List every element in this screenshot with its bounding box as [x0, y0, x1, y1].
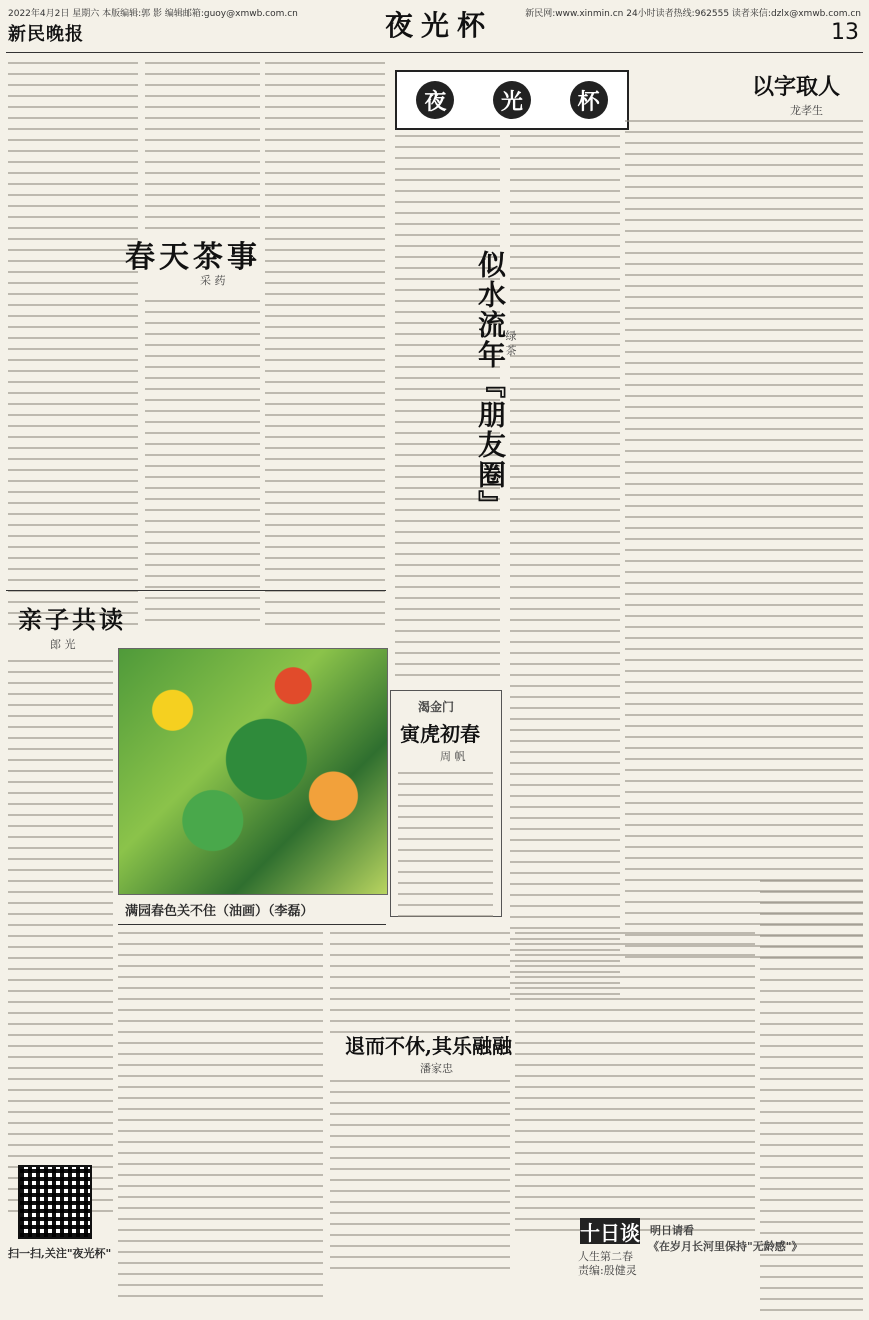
ten-talk-subtitle: 人生第二春 — [578, 1250, 633, 1263]
header-rule — [6, 52, 863, 53]
spring-tea-col2b — [145, 300, 260, 630]
next-issue-title: 《在岁月长河里保持"无龄感"》 — [648, 1240, 803, 1253]
next-issue-label: 明日请看 — [650, 1224, 694, 1237]
early-spring-title: 寅虎初春 — [400, 722, 480, 746]
spring-tea-author: 采 药 — [200, 274, 226, 287]
banner-char-2: 光 — [493, 81, 531, 119]
masthead-contact: 新民网:www.xinmin.cn 24小时读者热线:962555 读者来信:dzlx@xmwb.com.cn — [525, 9, 861, 19]
friends-col-2 — [510, 135, 620, 1004]
retire-text-b — [330, 932, 510, 1042]
banner-char-1: 夜 — [416, 81, 454, 119]
retire-title: 退而不休,其乐融融 — [345, 1034, 512, 1058]
ten-talk-label: 十日谈 — [580, 1218, 640, 1244]
parent-child-author: 郎 光 — [50, 638, 76, 651]
early-spring-author: 周 帆 — [440, 750, 466, 763]
banner-char-3: 杯 — [570, 81, 608, 119]
spring-tea-col3 — [265, 62, 385, 634]
parent-child-text — [8, 660, 113, 1221]
bibliophile-author: 龙孝生 — [790, 104, 823, 117]
retire-author: 潘家忠 — [420, 1062, 453, 1075]
spring-tea-col1 — [8, 62, 138, 634]
section-title: 夜光杯 — [385, 9, 494, 42]
divider-1 — [6, 590, 386, 591]
painting-caption: 满园春色关不住（油画）（李磊） — [125, 904, 314, 919]
section-banner — [395, 70, 629, 130]
spring-tea-title: 春天茶事 — [125, 240, 261, 275]
duty-editor: 责编:殷健灵 — [578, 1264, 637, 1277]
page-number: 13 — [831, 20, 859, 45]
paper-logo: 新民晚报 — [8, 24, 84, 45]
qr-caption: 扫一扫,关注"夜光杯" — [8, 1247, 112, 1260]
qr-code[interactable] — [18, 1165, 92, 1239]
retire-text-d — [330, 1080, 510, 1278]
spring-tea-col2 — [145, 62, 260, 238]
parent-child-title: 亲子共读 — [18, 605, 126, 634]
retire-text-a — [118, 932, 323, 1306]
masthead-dateline: 2022年4月2日 星期六 本版编辑:郭 影 编辑邮箱:guoy@xmwb.com.cn — [8, 9, 298, 19]
bibliophile-text — [625, 120, 863, 967]
friends-author: 绿 茶 — [504, 330, 517, 356]
divider-2 — [118, 924, 386, 925]
bibliophile-title: 以字取人 — [752, 74, 841, 100]
early-spring-text — [398, 772, 493, 926]
right-lower-text — [760, 880, 863, 1320]
friends-title: 似水流年『朋友圈』 — [474, 250, 507, 520]
early-spring-kicker: 渴金门 — [418, 700, 455, 714]
oil-painting — [118, 648, 388, 895]
